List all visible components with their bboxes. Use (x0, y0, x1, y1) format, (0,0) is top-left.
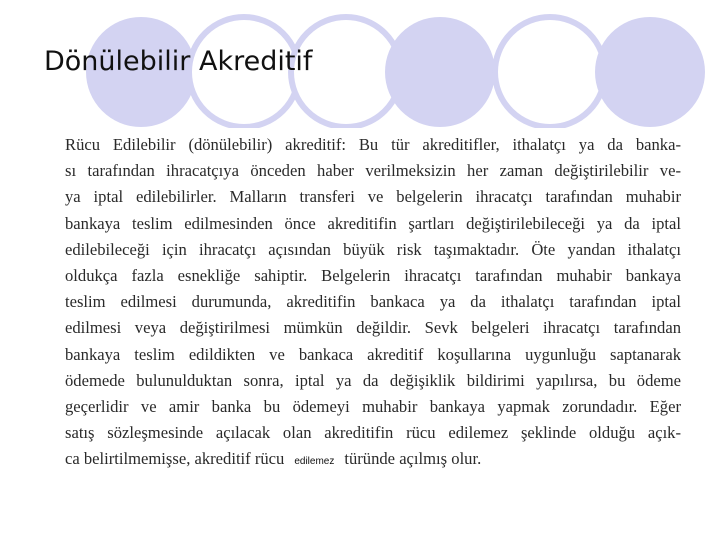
circle-ring-3 (495, 17, 605, 127)
last-line-after: türünde açılmış olur. (344, 449, 482, 469)
text-line: teslim edilmesi durumunda, akreditifin bankaca ya da ithalatçı tarafından iptal (65, 292, 681, 312)
text-line: satış sözleşmesinde açılacak olan akreditifin rücu edilemez şeklinde olduğu açık- (65, 423, 681, 443)
last-line-before: ca belirtilmemişse, akreditif rücu (65, 449, 285, 469)
inline-note: edilemez (294, 456, 335, 468)
text-line: geçerlidir ve amir banka bu ödemeyi muhabir bankaya yapmak zorundadır. Eğer (65, 397, 681, 417)
text-line: edilebileceği için ihracatçı açısından büyük risk taşımaktadır. Öte yandan ithalatçı (65, 239, 681, 259)
circle-filled-3 (595, 17, 705, 127)
scanned-text-image (63, 128, 688, 468)
text-line: edilmesi veya değiştirilmesi mümkün değildir. Sevk belgeleri ihracatçı tarafından (65, 318, 681, 338)
text-line-last (65, 446, 681, 475)
slide-title: Dönülebilir Akreditif (44, 46, 313, 77)
text-line: bankaya teslim edilmesinden önce akreditifin şartları değiştirilebileceği ya da iptal (65, 213, 681, 233)
text-line: Rücu Edilebilir (dönülebilir) akreditif: Bu tür akreditifler, ithalatçı ya da banka- (65, 135, 681, 154)
body-paragraph (65, 132, 681, 476)
text-line: ya iptal edilebilirler. Malların transferi ve belgelerin ihracatçı tarafından muhabir (65, 187, 681, 207)
text-line: oldukça fazla esnekliğe sahiptir. Belgelerin ihracatçı tarafından muhabir bankaya (65, 266, 681, 286)
circle-filled-2 (385, 17, 495, 127)
text-line: bankaya teslim edildikten ve bankaca akreditif koşullarına uygunluğu saptanarak (65, 344, 681, 364)
text-line: sı tarafından ihracatçıya önceden haber verilmeksizin her zaman değiştirilebilir ve- (65, 161, 681, 181)
text-line: ödemede bulunulduktan sonra, iptal ya da değişiklik bildirimi yapılırsa, bu ödeme (65, 370, 681, 390)
